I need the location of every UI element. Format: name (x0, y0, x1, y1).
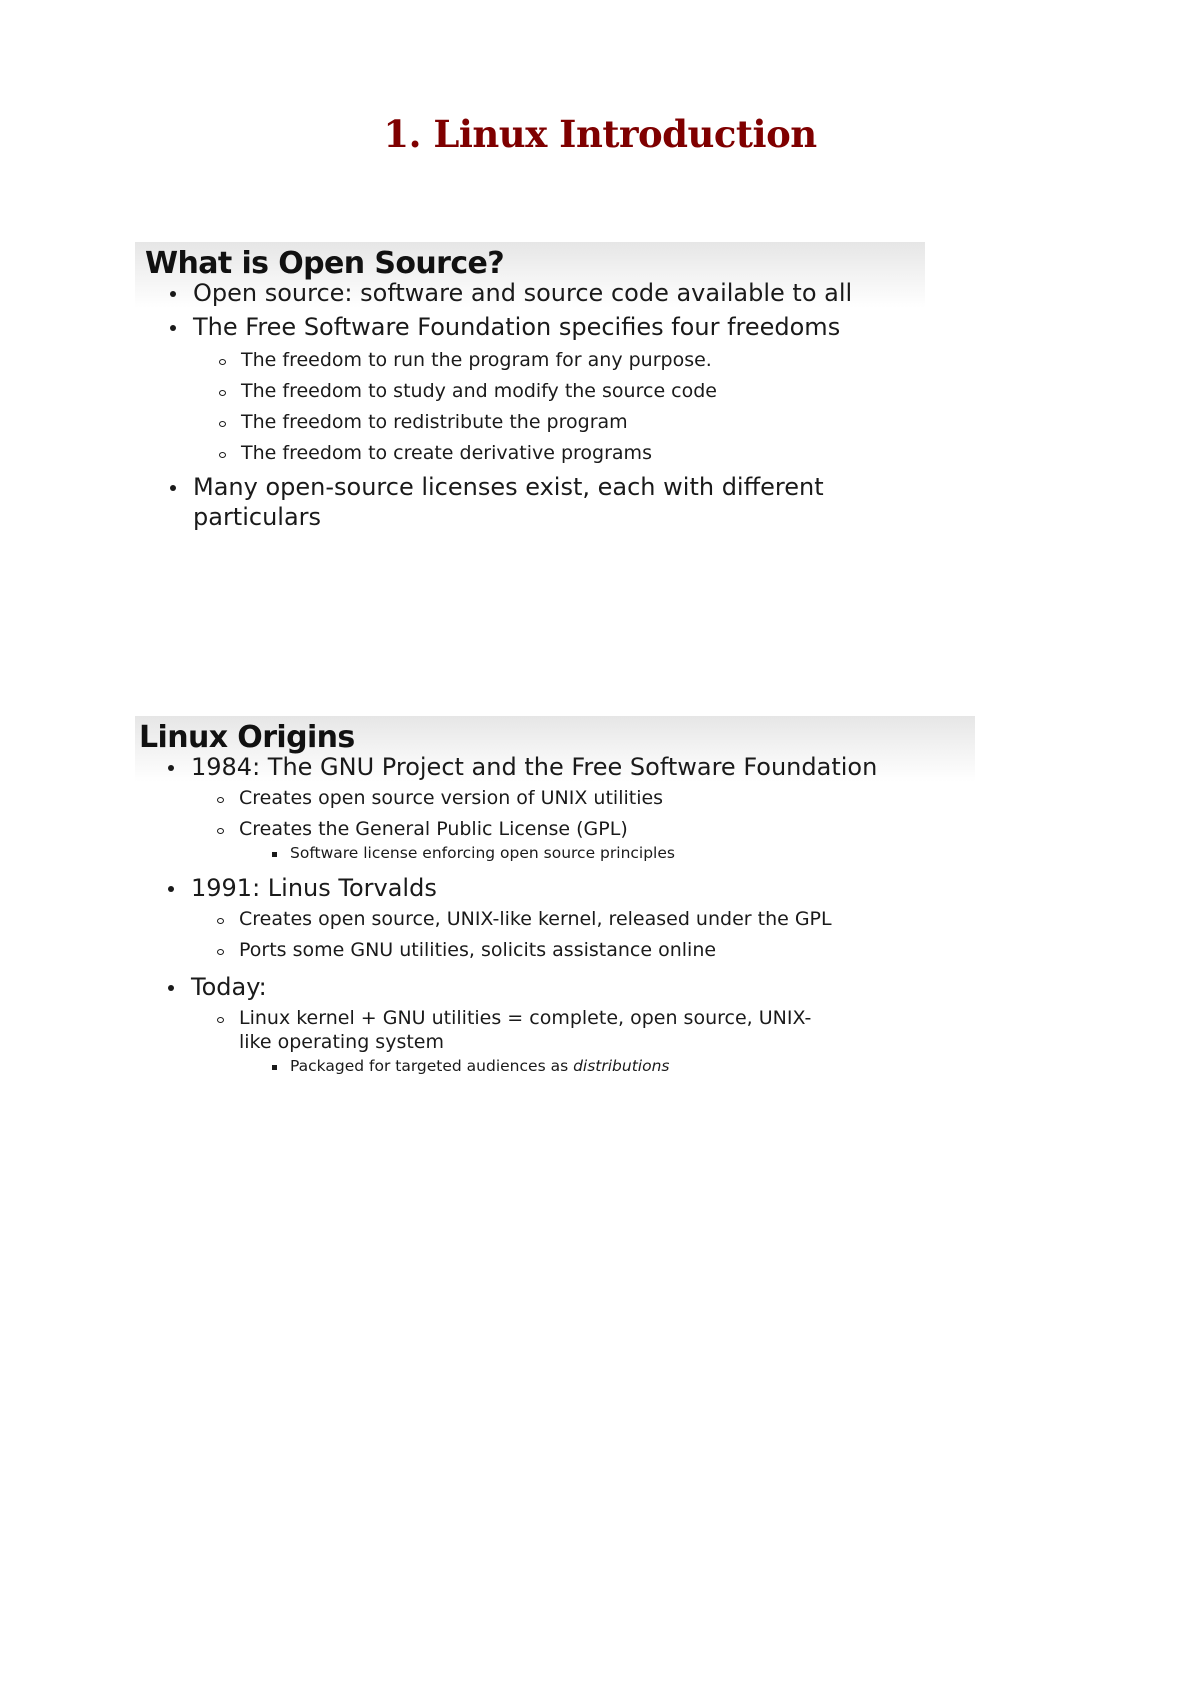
bullet-item: Many open-source licenses exist, each with different particulars (135, 472, 833, 532)
bullet-item: Today: (133, 972, 975, 1002)
sub-bullet-item: Linux kernel + GNU utilities = complete, open source, UNIX-like operating system (133, 1006, 839, 1054)
sub-bullet-item: Creates the General Public License (GPL) (133, 817, 975, 841)
sub-sub-bullet-item (133, 1056, 975, 1076)
sub-sub-bullet-item: Software license enforcing open source principles (133, 843, 975, 863)
slide-heading: Linux Origins (139, 720, 355, 755)
bullet-item: 1984: The GNU Project and the Free Software Foundation (133, 752, 975, 782)
page-title: 1. Linux Introduction (383, 112, 817, 156)
sub-bullet-item: Creates open source, UNIX-like kernel, released under the GPL (133, 907, 975, 931)
bullet-item: Open source: software and source code available to all (135, 278, 925, 308)
sub-sub-bullet-text: Packaged for targeted audiences as (290, 1057, 574, 1075)
sub-bullet-item: The freedom to run the program for any purpose. (135, 348, 925, 372)
slide-linux-origins (135, 716, 975, 1082)
emphasis-text: distributions (573, 1057, 670, 1075)
bullet-list (133, 752, 975, 1076)
bullet-list (135, 278, 925, 532)
sub-bullet-item: Creates open source version of UNIX utilities (133, 786, 975, 810)
bullet-item: 1991: Linus Torvalds (133, 873, 975, 903)
sub-bullet-item: Ports some GNU utilities, solicits assistance online (133, 938, 975, 962)
slide-open-source (135, 242, 925, 536)
bullet-item: The Free Software Foundation specifies four freedoms (135, 312, 925, 342)
sub-bullet-item: The freedom to study and modify the source code (135, 379, 925, 403)
slide-heading: What is Open Source? (145, 246, 505, 281)
sub-bullet-item: The freedom to redistribute the program (135, 410, 925, 434)
sub-bullet-item: The freedom to create derivative programs (135, 441, 925, 465)
